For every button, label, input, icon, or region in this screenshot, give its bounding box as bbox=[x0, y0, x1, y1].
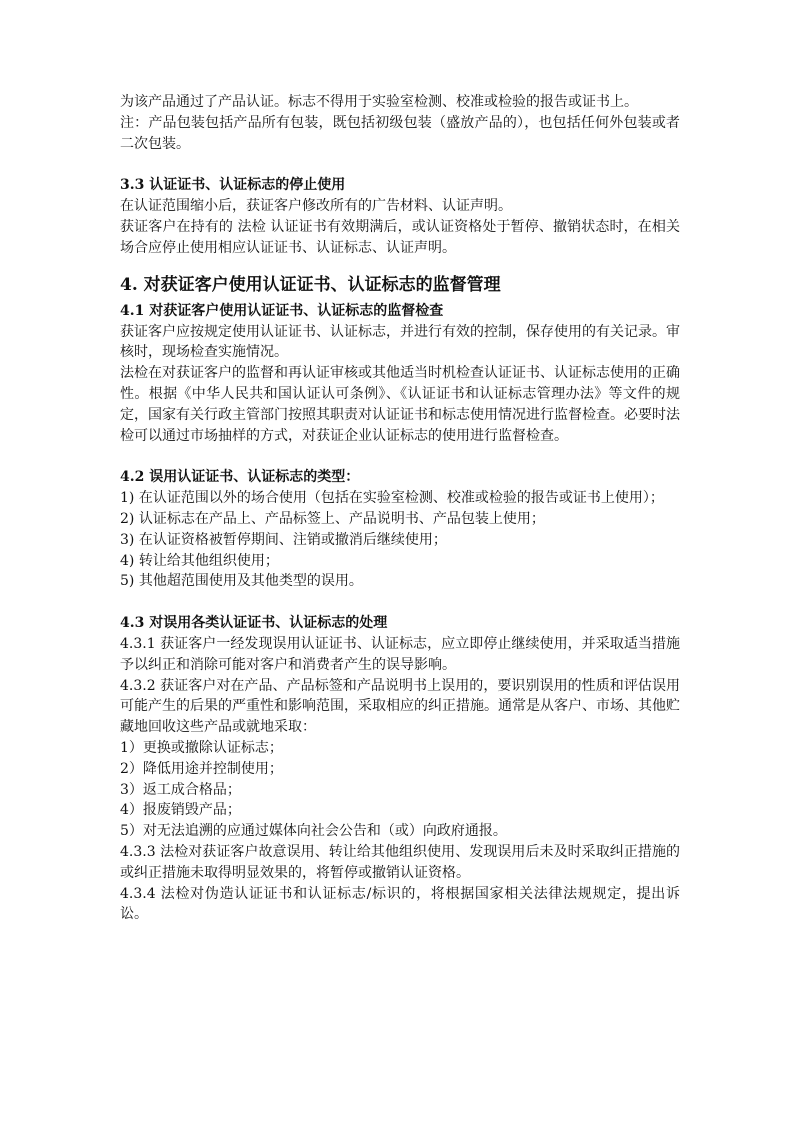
packaging-note: 注：产品包装包括产品所有包装，既包括初级包装（盛放产品的），也包括任何外包装或者二次包装。 bbox=[120, 114, 680, 152]
corrective-action-item: 1）更换或撤除认证标志； bbox=[120, 739, 283, 756]
spacer bbox=[120, 446, 680, 467]
clause-4-3-3: 4.3.3 法检对获证客户故意误用、转让给其他组织使用、发现误用后未及时采取纠正措施的或纠正措施未取得明显效果的，将暂停或撤销认证资格。 bbox=[120, 843, 680, 881]
section-4-3-heading: 4.3 对误用各类认证证书、认证标志的处理 bbox=[120, 614, 388, 631]
clause-4-3-1: 4.3.1 获证客户一经发现误用认证证书、认证标志，应立即停止继续使用，并采取适当措施予以纠正和消除可能对客户和消费者产生的误导影响。 bbox=[120, 635, 680, 673]
document-page bbox=[120, 92, 680, 925]
misuse-type-item: 4) 转让给其他组织使用； bbox=[120, 552, 279, 569]
section-4-1-paragraph-1: 获证客户应按规定使用认证证书、认证标志，并进行有效的控制，保存使用的有关记录。审核时，现场检查实施情况。 bbox=[120, 323, 680, 361]
section-4-1-heading: 4.1 对获证客户使用认证证书、认证标志的监督检查 bbox=[120, 302, 444, 319]
section-4-heading: 4. 对获证客户使用认证证书、认证标志的监督管理 bbox=[120, 274, 501, 295]
section-3-3-paragraph-1: 在认证范围缩小后，获证客户修改所有的广告材料、认证声明。 bbox=[120, 198, 512, 215]
spacer bbox=[120, 592, 680, 613]
section-4-2-heading: 4.2 误用认证证书、认证标志的类型： bbox=[120, 469, 360, 486]
section-4-1-paragraph-2: 法检在对获证客户的监督和再认证审核或其他适当时机检查认证证书、认证标志使用的正确性。根据《中华人民共和国认证认可条例》、《认证证书和认证标志管理办法》等文件的规定，国家有关行政主管部门按照其职责对认证证书和标志使用情况进行监督检查。必要时法检可以通过市场抽样的方式，对获证企业认证标志的使用进行监督检查。 bbox=[120, 365, 680, 444]
section-3-3-heading: 3.3 认证证书、认证标志的停止使用 bbox=[120, 177, 346, 194]
spacer bbox=[120, 154, 680, 175]
misuse-type-item: 2) 认证标志在产品上、产品标签上、产品说明书、产品包装上使用； bbox=[120, 510, 545, 527]
corrective-action-item: 4）报废销毁产品； bbox=[120, 802, 241, 819]
corrective-action-item: 5）对无法追溯的应通过媒体向社会公告和（或）向政府通报。 bbox=[120, 823, 507, 840]
misuse-type-item: 1) 在认证范围以外的场合使用（包括在实验室检测、校准或检验的报告或证书上使用）； bbox=[120, 490, 664, 507]
section-3-3-paragraph-2: 获证客户在持有的 法检 认证证书有效期满后，或认证资格处于暂停、撤销状态时，在相关场合应停止使用相应认证证书、认证标志、认证声明。 bbox=[120, 218, 680, 256]
corrective-action-item: 3）返工成合格品； bbox=[120, 781, 241, 798]
misuse-type-item: 5) 其他超范围使用及其他类型的误用。 bbox=[120, 573, 363, 590]
clause-4-3-2: 4.3.2 获证客户对在产品、产品标签和产品说明书上误用的，要识别误用的性质和评估误用可能产生的后果的严重性和影响范围，采取相应的纠正措施。通常是从客户、市场、其他贮藏地回收这些产品或就地采取： bbox=[120, 677, 680, 736]
misuse-type-item: 3) 在认证资格被暂停期间、注销或撤消后继续使用； bbox=[120, 531, 447, 548]
corrective-action-item: 2）降低用途并控制使用； bbox=[120, 760, 283, 777]
intro-paragraph: 为该产品通过了产品认证。标志不得用于实验室检测、校准或检验的报告或证书上。 bbox=[120, 94, 638, 110]
clause-4-3-4: 4.3.4 法检对伪造认证证书和认证标志/标识的，将根据国家相关法律法规规定，提出诉讼。 bbox=[120, 885, 680, 923]
